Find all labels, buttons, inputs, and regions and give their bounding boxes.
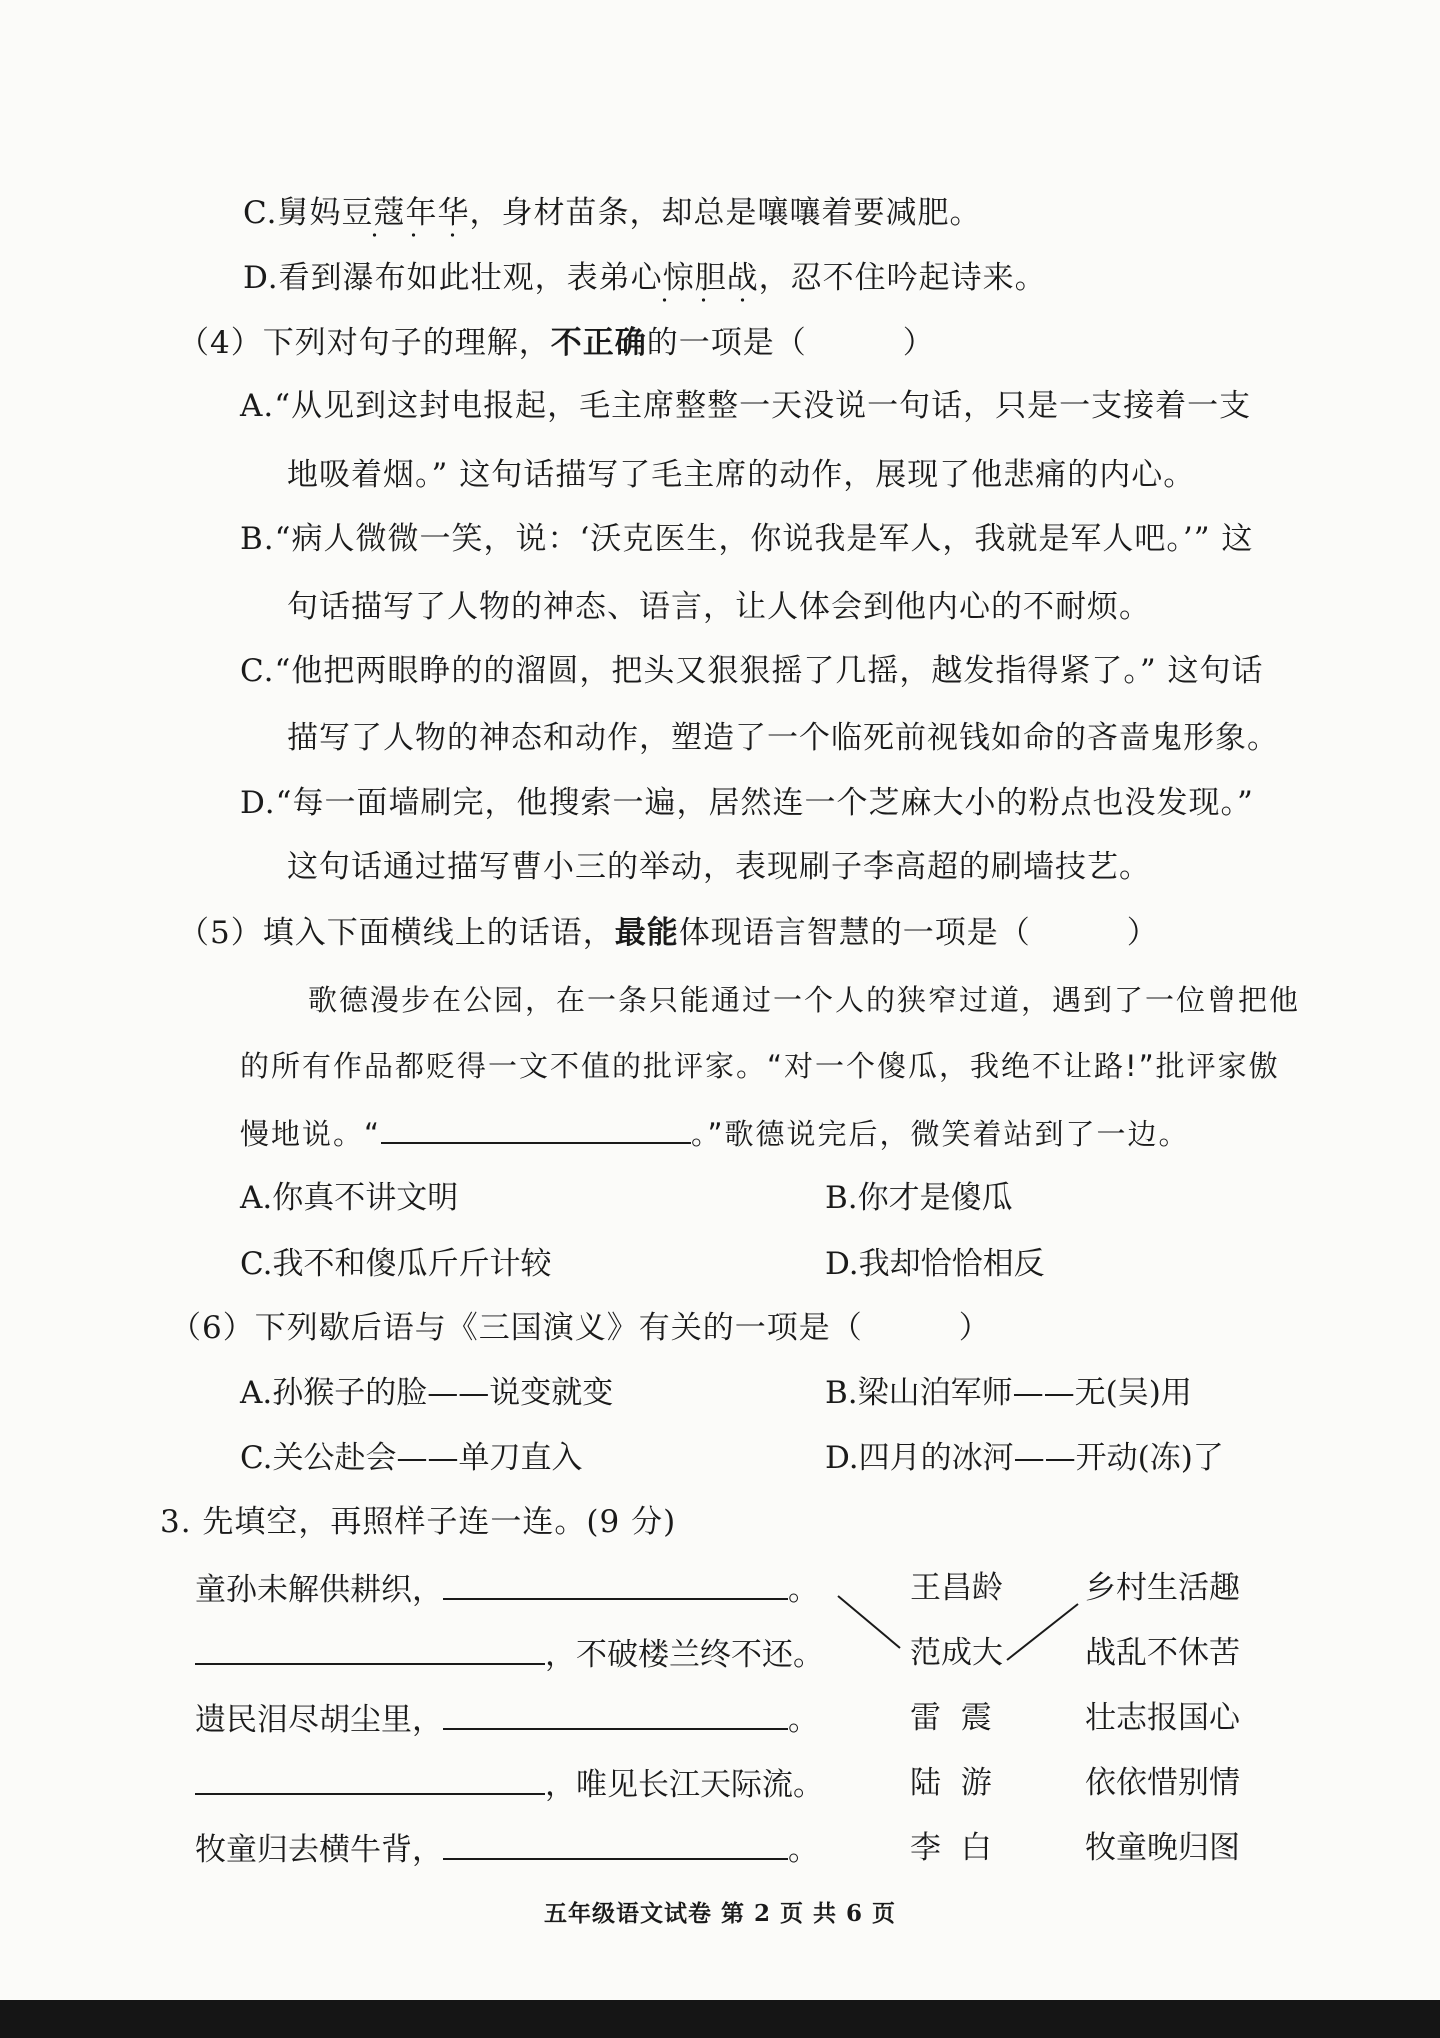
passage-line-3: 慢地说。“ 。”歌德说完后，微笑着站到了一边。 bbox=[240, 1112, 1190, 1154]
dotted-phrase: 豆蔻年华 bbox=[341, 195, 470, 231]
theme-3[interactable]: 壮志报国心 bbox=[1085, 1700, 1240, 1736]
q4-option-d-line1: D.“每一面墙刷完，他搜索一遍，居然连一个芝麻大小的粉点也没发现。” bbox=[240, 785, 1254, 821]
poem-line-1: 童孙未解供耕织， 。 bbox=[195, 1568, 819, 1610]
section-3-title: 3. 先填空，再照样子连一连。(9 分) bbox=[160, 1504, 677, 1540]
theme-5[interactable]: 牧童晚归图 bbox=[1085, 1830, 1240, 1866]
theme-1[interactable]: 乡村生活趣 bbox=[1085, 1570, 1240, 1606]
q4-option-d-line2: 这句话通过描写曹小三的举动，表现刷子李高超的刷墙技艺。 bbox=[287, 849, 1151, 885]
q6-option-d: D.四月的冰河——开动(冻)了 bbox=[825, 1440, 1224, 1476]
q5-option-b: B.你才是傻瓜 bbox=[825, 1180, 1013, 1216]
scan-edge-bar bbox=[0, 2000, 1440, 2038]
page-footer: 五年级语文试卷 第 2 页 共 6 页 bbox=[543, 1900, 897, 1927]
poem-line-4: ，唯见长江天际流。 bbox=[195, 1763, 824, 1805]
q4-option-c-line1: C.“他把两眼睁的的溜圆，把头又狠狠摇了几摇，越发指得紧了。” 这句话 bbox=[240, 653, 1264, 689]
passage-line-2: 的所有作品都贬得一文不值的批评家。“对一个傻瓜，我绝不让路!”批评家傲 bbox=[240, 1049, 1280, 1083]
q4-option-a-line1: A.“从见到这封电报起，毛主席整整一天没说一句话，只是一支接着一支 bbox=[240, 388, 1252, 424]
q5-option-a: A.你真不讲文明 bbox=[240, 1180, 459, 1216]
author-1[interactable]: 王昌龄 bbox=[910, 1570, 1003, 1606]
q5-option-d: D.我却恰恰相反 bbox=[825, 1246, 1045, 1282]
author-2[interactable]: 范成大 bbox=[910, 1635, 1003, 1671]
theme-2[interactable]: 战乱不休苦 bbox=[1085, 1635, 1240, 1671]
question-5-stem: （5）填入下面横线上的话语，最能体现语言智慧的一项是（ ） bbox=[178, 915, 1159, 951]
connector-author-to-theme bbox=[1007, 1604, 1078, 1660]
author-4[interactable]: 陆 游 bbox=[910, 1765, 992, 1801]
q6-option-a: A.孙猴子的脸——说变就变 bbox=[240, 1375, 614, 1411]
q5-option-c: C.我不和傻瓜斤斤计较 bbox=[240, 1246, 552, 1282]
theme-4[interactable]: 依依惜别情 bbox=[1085, 1765, 1240, 1801]
poem-line-2: ，不破楼兰终不还。 bbox=[195, 1633, 824, 1675]
q6-option-c: C.关公赴会——单刀直入 bbox=[240, 1440, 583, 1476]
question-4-stem: （4）下列对句子的理解，不正确的一项是（ ） bbox=[178, 325, 935, 361]
question-6-stem: （6）下列歇后语与《三国演义》有关的一项是（ ） bbox=[170, 1310, 991, 1346]
option-d-line: D.看到瀑布如此壮观，表弟心惊胆战，忍不住吟起诗来。 bbox=[243, 260, 1047, 296]
q4-option-a-line2: 地吸着烟。” 这句话描写了毛主席的动作，展现了他悲痛的内心。 bbox=[287, 457, 1196, 493]
connector-poem-to-author bbox=[838, 1596, 900, 1648]
option-c-line: C.舅妈豆蔻年华，身材苗条，却总是嚷嚷着要减肥。 bbox=[243, 195, 982, 231]
q4-option-c-line2: 描写了人物的神态和动作，塑造了一个临死前视钱如命的吝啬鬼形象。 bbox=[287, 720, 1279, 756]
dotted-phrase: 心惊胆战 bbox=[630, 260, 759, 296]
q4-option-b-line2: 句话描写了人物的神态、语言，让人体会到他内心的不耐烦。 bbox=[287, 589, 1151, 625]
poem-line-3: 遗民泪尽胡尘里， 。 bbox=[195, 1698, 819, 1740]
poem-line-5: 牧童归去横牛背， 。 bbox=[195, 1828, 819, 1870]
author-5[interactable]: 李 白 bbox=[910, 1830, 992, 1866]
passage-line-1: 歌德漫步在公园，在一条只能通过一个人的狭窄过道，遇到了一位曾把他 bbox=[308, 983, 1301, 1017]
author-3[interactable]: 雷 震 bbox=[910, 1700, 992, 1736]
q4-option-b-line1: B.“病人微微一笑，说：‘沃克医生，你说我是军人，我就是军人吧。’” 这 bbox=[240, 521, 1254, 557]
q6-option-b: B.梁山泊军师——无(吴)用 bbox=[825, 1375, 1192, 1411]
